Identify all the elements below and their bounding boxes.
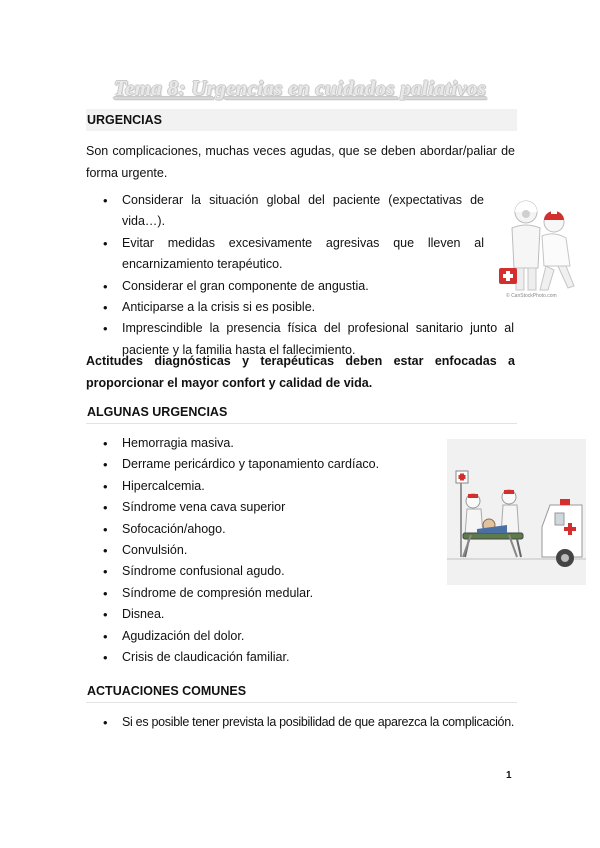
page-title: Tema 8: Urgencias en cuidados paliativos xyxy=(113,76,487,100)
list-item: • Derrame pericárdico y taponamiento cardíaco. xyxy=(86,454,446,475)
list-item: • Crisis de claudicación familiar. xyxy=(86,647,446,668)
section-heading-algunas-urgencias: ALGUNAS URGENCIAS xyxy=(86,401,517,424)
list-item: • Disnea. xyxy=(86,604,446,625)
list-item: • Síndrome vena cava superior xyxy=(86,497,446,518)
list-item: • Síndrome de compresión medular. xyxy=(86,583,446,604)
section-heading-actuaciones-comunes: ACTUACIONES COMUNES xyxy=(86,680,517,703)
list-item: • Si es posible tener prevista la posibilidad de que aparezca la complicación. xyxy=(86,712,526,733)
list-item: • Convulsión. xyxy=(86,540,446,561)
conclusion-paragraph: Actitudes diagnósticas y terapéuticas deben estar enfocadas a proporcionar el mayor confort y calidad de vida. xyxy=(86,354,515,390)
section-heading-urgencias: URGENCIAS xyxy=(86,109,517,131)
list-item: • Considerar el gran componente de angustia. xyxy=(86,276,514,297)
list-item: • Sofocación/ahogo. xyxy=(86,519,446,540)
intro-paragraph: Son complicaciones, muchas veces agudas, que se deben abordar/paliar de forma urgente. xyxy=(86,144,515,180)
list-item: • Agudización del dolor. xyxy=(86,626,446,647)
page-number: 1 xyxy=(506,770,512,781)
doctors-illustration xyxy=(496,196,576,300)
list-item: • Hipercalcemia. xyxy=(86,476,446,497)
algunas-urgencias-list xyxy=(86,433,446,668)
list-item: • Síndrome confusional agudo. xyxy=(86,561,446,582)
ambulance-illustration xyxy=(447,439,586,585)
list-item: • Considerar la situación global del paciente (expectativas de vida…). xyxy=(86,190,484,233)
list-item: • Anticiparse a la crisis si es posible. xyxy=(86,297,514,318)
doctor-watermark: © CanStockPhoto.com xyxy=(506,293,557,299)
urgencias-bullet-list xyxy=(86,190,514,361)
list-item: • Hemorragia masiva. xyxy=(86,433,446,454)
actuaciones-list xyxy=(86,712,526,733)
list-item: • Imprescindible la presencia física del profesional sanitario junto al paciente y la familia hasta el fallecimiento. xyxy=(86,318,514,361)
list-item: • Evitar medidas excesivamente agresivas que lleven al encarnizamiento terapéutico. xyxy=(86,233,484,276)
